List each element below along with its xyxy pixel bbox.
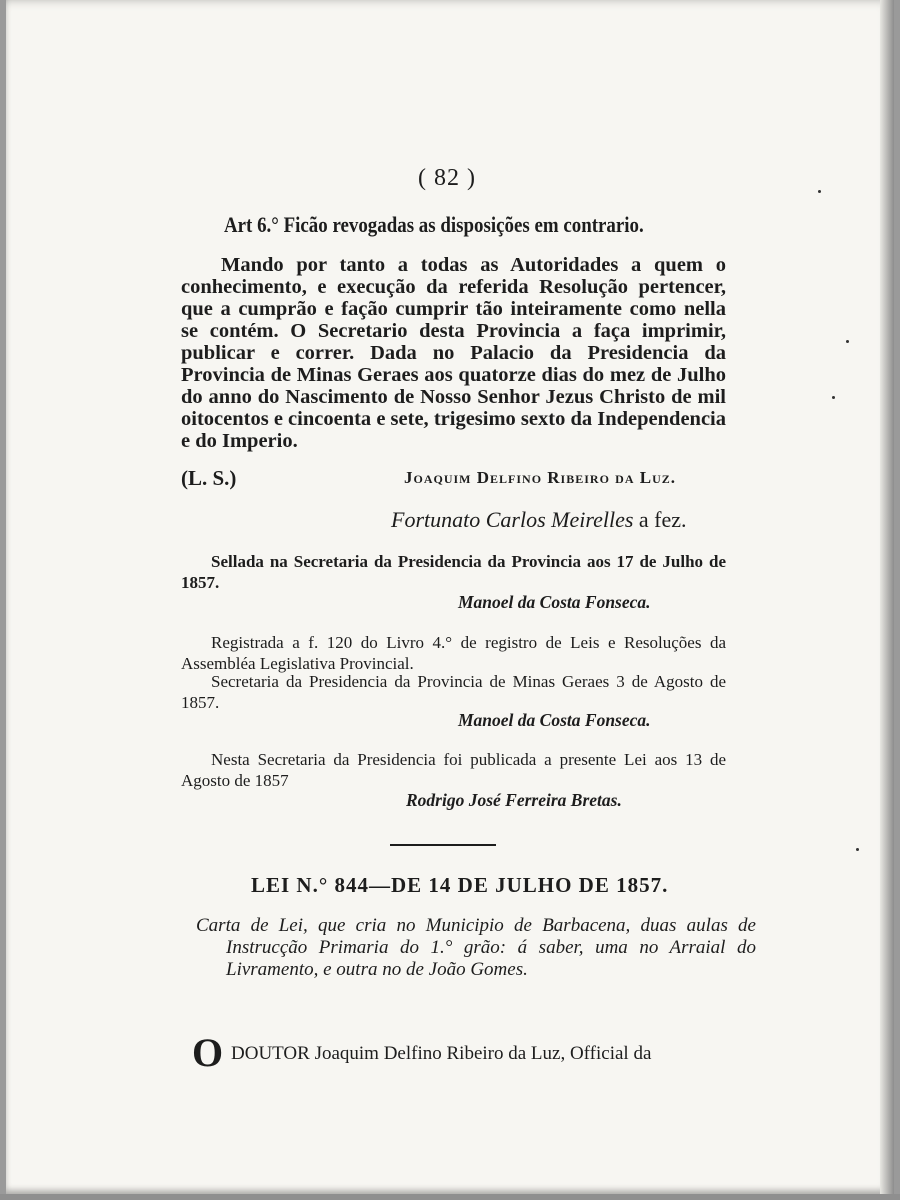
page-bottom-edge (0, 1194, 900, 1200)
signature-bretas: Rodrigo José Ferreira Bretas. (406, 790, 622, 810)
ink-speck (846, 340, 849, 343)
seal-mark: (L. S.) (181, 466, 237, 490)
page-number: ( 82 ) (418, 165, 476, 191)
ink-speck (832, 396, 835, 399)
signature-fonseca-1: Manoel da Costa Fonseca. (458, 592, 651, 612)
page-right-edge (880, 0, 894, 1194)
published-note: Nesta Secretaria da Presidencia foi publicada a presente Lei aos 13 de Agosto de 1857 (181, 750, 726, 790)
decree-paragraph: Mando por tanto a todas as Autoridades a quem o conhecimento, e execução da referida Resolução pertencer, que a cumprão e fação cumprir tão inteiramente como nella se contém. O Secretario desta Provincia a faça imprimir, publicar e correr. Dada no Palacio da Presidencia da Provincia de Minas Geraes aos quatorze dias do mez de Julho do anno do Nascimento de Nosso Senhor Jezus Christo de mil oitocentos e cincoenta e sete, trigesimo sexto da Independencia e do Imperio. (181, 254, 726, 452)
registered-note: Registrada a f. 120 do Livro 4.° de registro de Leis e Resoluções da Assembléa Legislativa Provincial. (181, 633, 726, 673)
drop-initial: O (192, 1030, 224, 1075)
writer-line (391, 507, 687, 533)
law-title: LEI N.° 844—DE 14 DE JULHO DE 1857. (251, 873, 669, 897)
sealed-note: Sellada na Secretaria da Presidencia da Provincia aos 17 de Julho de 1857. (181, 552, 726, 592)
writer-name: Fortunato Carlos Meirelles (391, 507, 634, 532)
section-divider (390, 844, 496, 846)
law-summary: Carta de Lei, que cria no Municipio de Barbacena, duas aulas de Instrucção Primaria do 1.° grão: á saber, uma no Arraial do Livramento, e outra no de João Gomes. (196, 915, 756, 980)
writer-suffix: a fez. (638, 507, 687, 532)
signature-fonseca-2: Manoel da Costa Fonseca. (458, 710, 651, 730)
opening-line: DOUTOR Joaquim Delfino Ribeiro da Luz, Official da (231, 1043, 652, 1064)
book-page (6, 0, 894, 1194)
secretariat-note: Secretaria da Presidencia da Provincia de Minas Geraes 3 de Agosto de 1857. (181, 672, 726, 712)
ink-speck (856, 848, 859, 851)
article-6: Art 6.° Ficão revogadas as disposições em contrario. (224, 212, 644, 237)
ink-speck (818, 190, 821, 193)
signer-name: Joaquim Delfino Ribeiro da Luz. (404, 468, 676, 487)
